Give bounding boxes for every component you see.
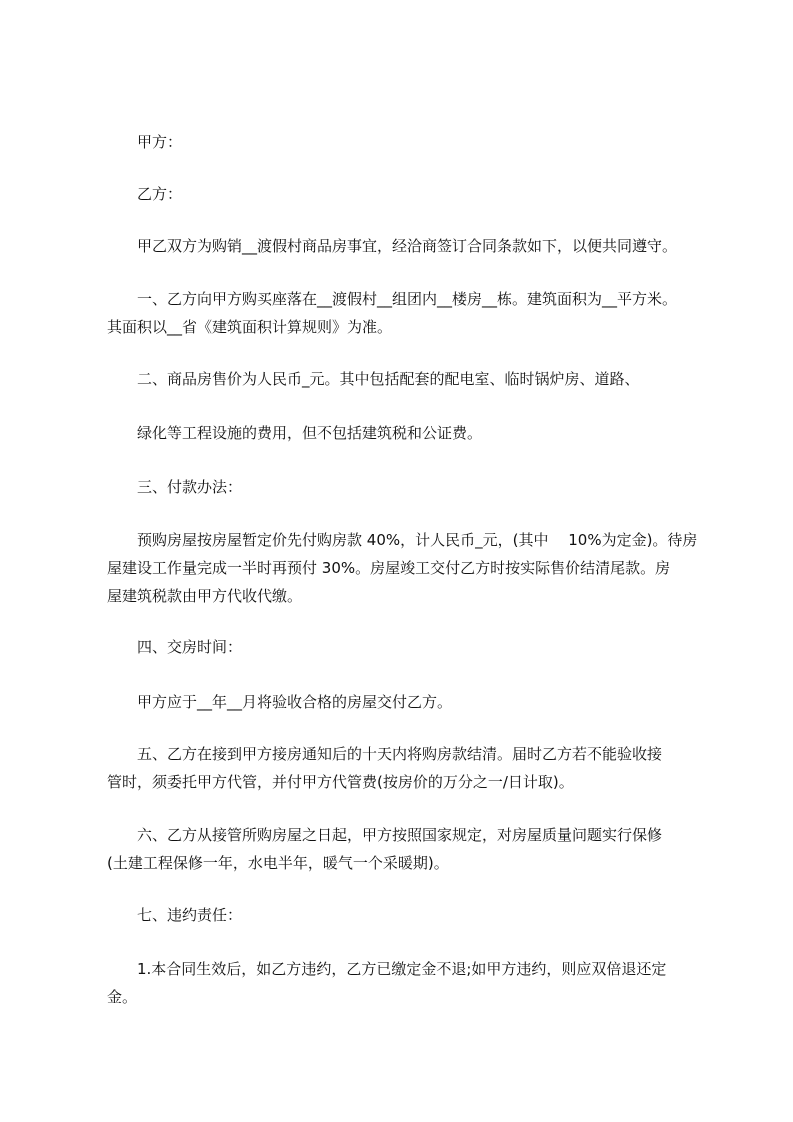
clause-6-line-2: (土建工程保修一年，水电半年，暖气一个采暖期)。 xyxy=(107,854,449,872)
clause-3-paragraph xyxy=(107,526,719,610)
clause-3-line-1: 预购房屋按房屋暂定价先付购房款 40%，计人民币_元，(其中 10%为定金)。待房 xyxy=(137,531,698,549)
clause-3-line-2: 屋建设工作量完成一半时再预付 30%。房屋竣工交付乙方时按实际售价结清尾款。房 xyxy=(107,559,671,577)
party-b-label: 乙方： xyxy=(137,185,183,203)
clause-2-line-2: 绿化等工程设施的费用，但不包括建筑税和公证费。 xyxy=(137,424,483,442)
clause-7-item-1-line-1: 1.本合同生效后，如乙方违约，乙方已缴定金不退;如甲方违约，则应双倍退还定 xyxy=(137,960,667,978)
clause-6-line-1: 六、乙方从接管所购房屋之日起，甲方按照国家规定，对房屋质量问题实行保修 xyxy=(137,826,663,844)
preamble-paragraph: 甲乙双方为购销__渡假村商品房事宜，经洽商签订合同条款如下，以便共同遵守。 xyxy=(137,237,678,255)
clause-6-paragraph xyxy=(107,821,719,877)
clause-5-paragraph xyxy=(107,740,719,796)
clause-4-title: 四、交房时间： xyxy=(137,638,243,656)
clause-5-line-1: 五、乙方在接到甲方接房通知后的十天内将购房款结清。届时乙方若不能验收接 xyxy=(137,745,663,763)
clause-2-line-1: 二、商品房售价为人民币_元。其中包括配套的配电室、临时锅炉房、道路、 xyxy=(137,370,640,388)
clause-7-item-1 xyxy=(107,955,719,1011)
clause-7-item-1-line-2: 金。 xyxy=(107,988,138,1006)
clause-3-line-3: 屋建筑税款由甲方代收代缴。 xyxy=(107,587,303,605)
clause-7-title: 七、违约责任： xyxy=(137,906,243,924)
party-a-label: 甲方： xyxy=(137,133,183,151)
clause-5-line-2: 管时，须委托甲方代管，并付甲方代管费(按房价的万分之一/日计取)。 xyxy=(107,773,574,791)
clause-4-body: 甲方应于__年__月将验收合格的房屋交付乙方。 xyxy=(137,693,453,711)
clause-1-paragraph xyxy=(107,285,719,341)
clause-1-line-2: 其面积以__省《建筑面积计算规则》为准。 xyxy=(107,318,393,336)
clause-3-title: 三、付款办法： xyxy=(137,478,243,496)
clause-1-line-1: 一、乙方向甲方购买座落在__渡假村__组团内__楼房__栋。建筑面积为__平方米。 xyxy=(137,290,678,308)
